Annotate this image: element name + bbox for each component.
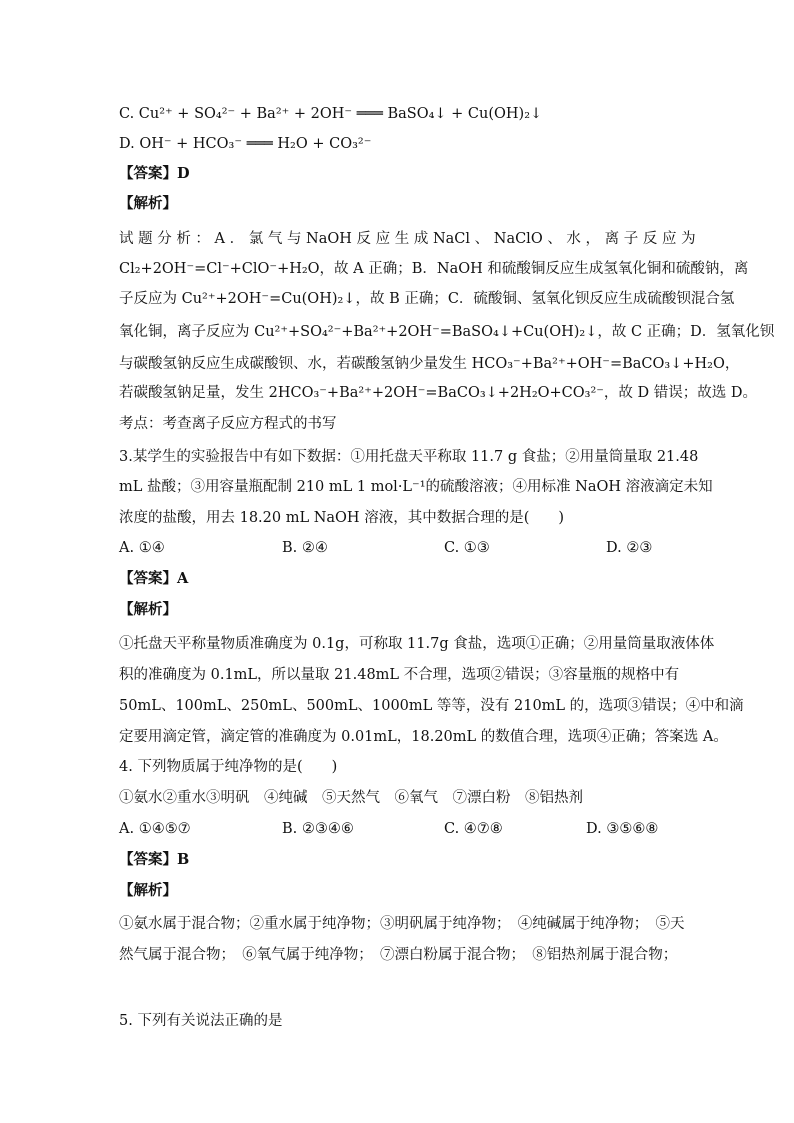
q4-stem: 4. 下列物质属于纯净物的是( ) — [119, 759, 338, 775]
q3-stem-line: mL 盐酸；③用容量瓶配制 210 mL 1 mol·L⁻¹的硫酸溶液；④用标准 NaOH 溶液滴定未知 — [119, 479, 713, 495]
q2-analysis-line: 若碳酸氢钠足量，发生 2HCO₃⁻+Ba²⁺+2OH⁻=BaCO₃↓+2H₂O+CO₃²⁻，故 D 错误；故选 D。 — [119, 385, 758, 401]
q2-analysis-line: 子反应为 Cu²⁺+2OH⁻=Cu(OH)₂↓，故 B 正确；C．硫酸铜、氢氧化钡反应生成硫酸钡混合氢 — [119, 291, 735, 307]
q3-options — [119, 538, 679, 558]
q4-analysis-line: ①氨水属于混合物；②重水属于纯净物；③明矾属于纯净物； ④纯碱属于纯净物； ⑤天 — [119, 916, 685, 932]
q4-analysis-label: 【解析】 — [119, 882, 177, 899]
q2-analysis-line: Cl₂+2OH⁻=Cl⁻+ClO⁻+H₂O，故 A 正确；B．NaOH 和硫酸铜反应生成氢氧化铜和硫酸钠，离 — [119, 261, 749, 277]
q2-option-c: C. Cu²⁺ + SO₄²⁻ + Ba²⁺ + 2OH⁻ ═══ BaSO₄↓ + Cu(OH)₂↓ — [119, 106, 543, 122]
q3-analysis-line: 定要用滴定管，滴定管的准确度为 0.01mL，18.20mL 的数值合理，选项④正确；答案选 A。 — [119, 729, 728, 745]
q4-items: ①氨水②重水③明矾 ④纯碱 ⑤天然气 ⑥氧气 ⑦漂白粉 ⑧铝热剂 — [119, 790, 583, 806]
q3-analysis-label: 【解析】 — [119, 601, 177, 618]
q2-option-d: D. OH⁻ + HCO₃⁻ ═══ H₂O + CO₃²⁻ — [119, 136, 372, 152]
q3-stem-line: 浓度的盐酸，用去 18.20 mL NaOH 溶液，其中数据合理的是( ) — [119, 510, 565, 526]
q3-analysis-line: 积的准确度为 0.1mL，所以量取 21.48mL 不合理，选项②错误；③容量瓶的规格中有 — [119, 667, 680, 683]
q3-analysis-line: ①托盘天平称量物质准确度为 0.1g，可称取 11.7g 食盐，选项①正确；②用量筒量取液体体 — [119, 636, 715, 652]
q4-options — [119, 819, 679, 839]
q5-stem: 5. 下列有关说法正确的是 — [119, 1013, 283, 1029]
q3-analysis-line: 50mL、100mL、250mL、500mL、1000mL 等等，没有 210mL 的，选项③错误；④中和滴 — [119, 698, 744, 714]
q2-analysis-line: 氧化铜，离子反应为 Cu²⁺+SO₄²⁻+Ba²⁺+2OH⁻=BaSO₄↓+Cu(OH)₂↓，故 C 正确；D．氢氧化钡 — [119, 324, 775, 340]
q2-analysis-line: 试 题 分 析 ： A ． 氯 气 与 NaOH 反 应 生 成 NaCl 、 NaClO 、 水 ， 离 子 反 应 为 — [119, 231, 696, 247]
q4-option-c: C. ④⑦⑧ — [444, 821, 503, 837]
q3-answer: 【答案】A — [119, 570, 189, 587]
q4-option-d: D. ③⑤⑥⑧ — [586, 821, 659, 837]
q3-option-a: A. ①④ — [119, 540, 165, 556]
q2-topic: 考点：考查离子反应方程式的书写 — [119, 416, 337, 432]
q2-analysis-label: 【解析】 — [119, 195, 177, 212]
q3-option-b: B. ②④ — [282, 540, 328, 556]
q4-option-b: B. ②③④⑥ — [282, 821, 354, 837]
q3-option-c: C. ①③ — [444, 540, 490, 556]
q3-stem-line: 3.某学生的实验报告中有如下数据：①用托盘天平称取 11.7 g 食盐；②用量筒量取 21.48 — [119, 449, 699, 465]
q4-answer: 【答案】B — [119, 851, 190, 868]
q4-analysis-line: 然气属于混合物； ⑥氧气属于纯净物； ⑦漂白粉属于混合物； ⑧铝热剂属于混合物； — [119, 947, 678, 963]
q4-option-a: A. ①④⑤⑦ — [119, 821, 191, 837]
q2-analysis-line: 与碳酸氢钠反应生成碳酸钡、水，若碳酸氢钠少量发生 HCO₃⁻+Ba²⁺+OH⁻=BaCO₃↓+H₂O， — [119, 356, 740, 372]
q2-answer: 【答案】D — [119, 165, 190, 182]
q3-option-d: D. ②③ — [606, 540, 653, 556]
